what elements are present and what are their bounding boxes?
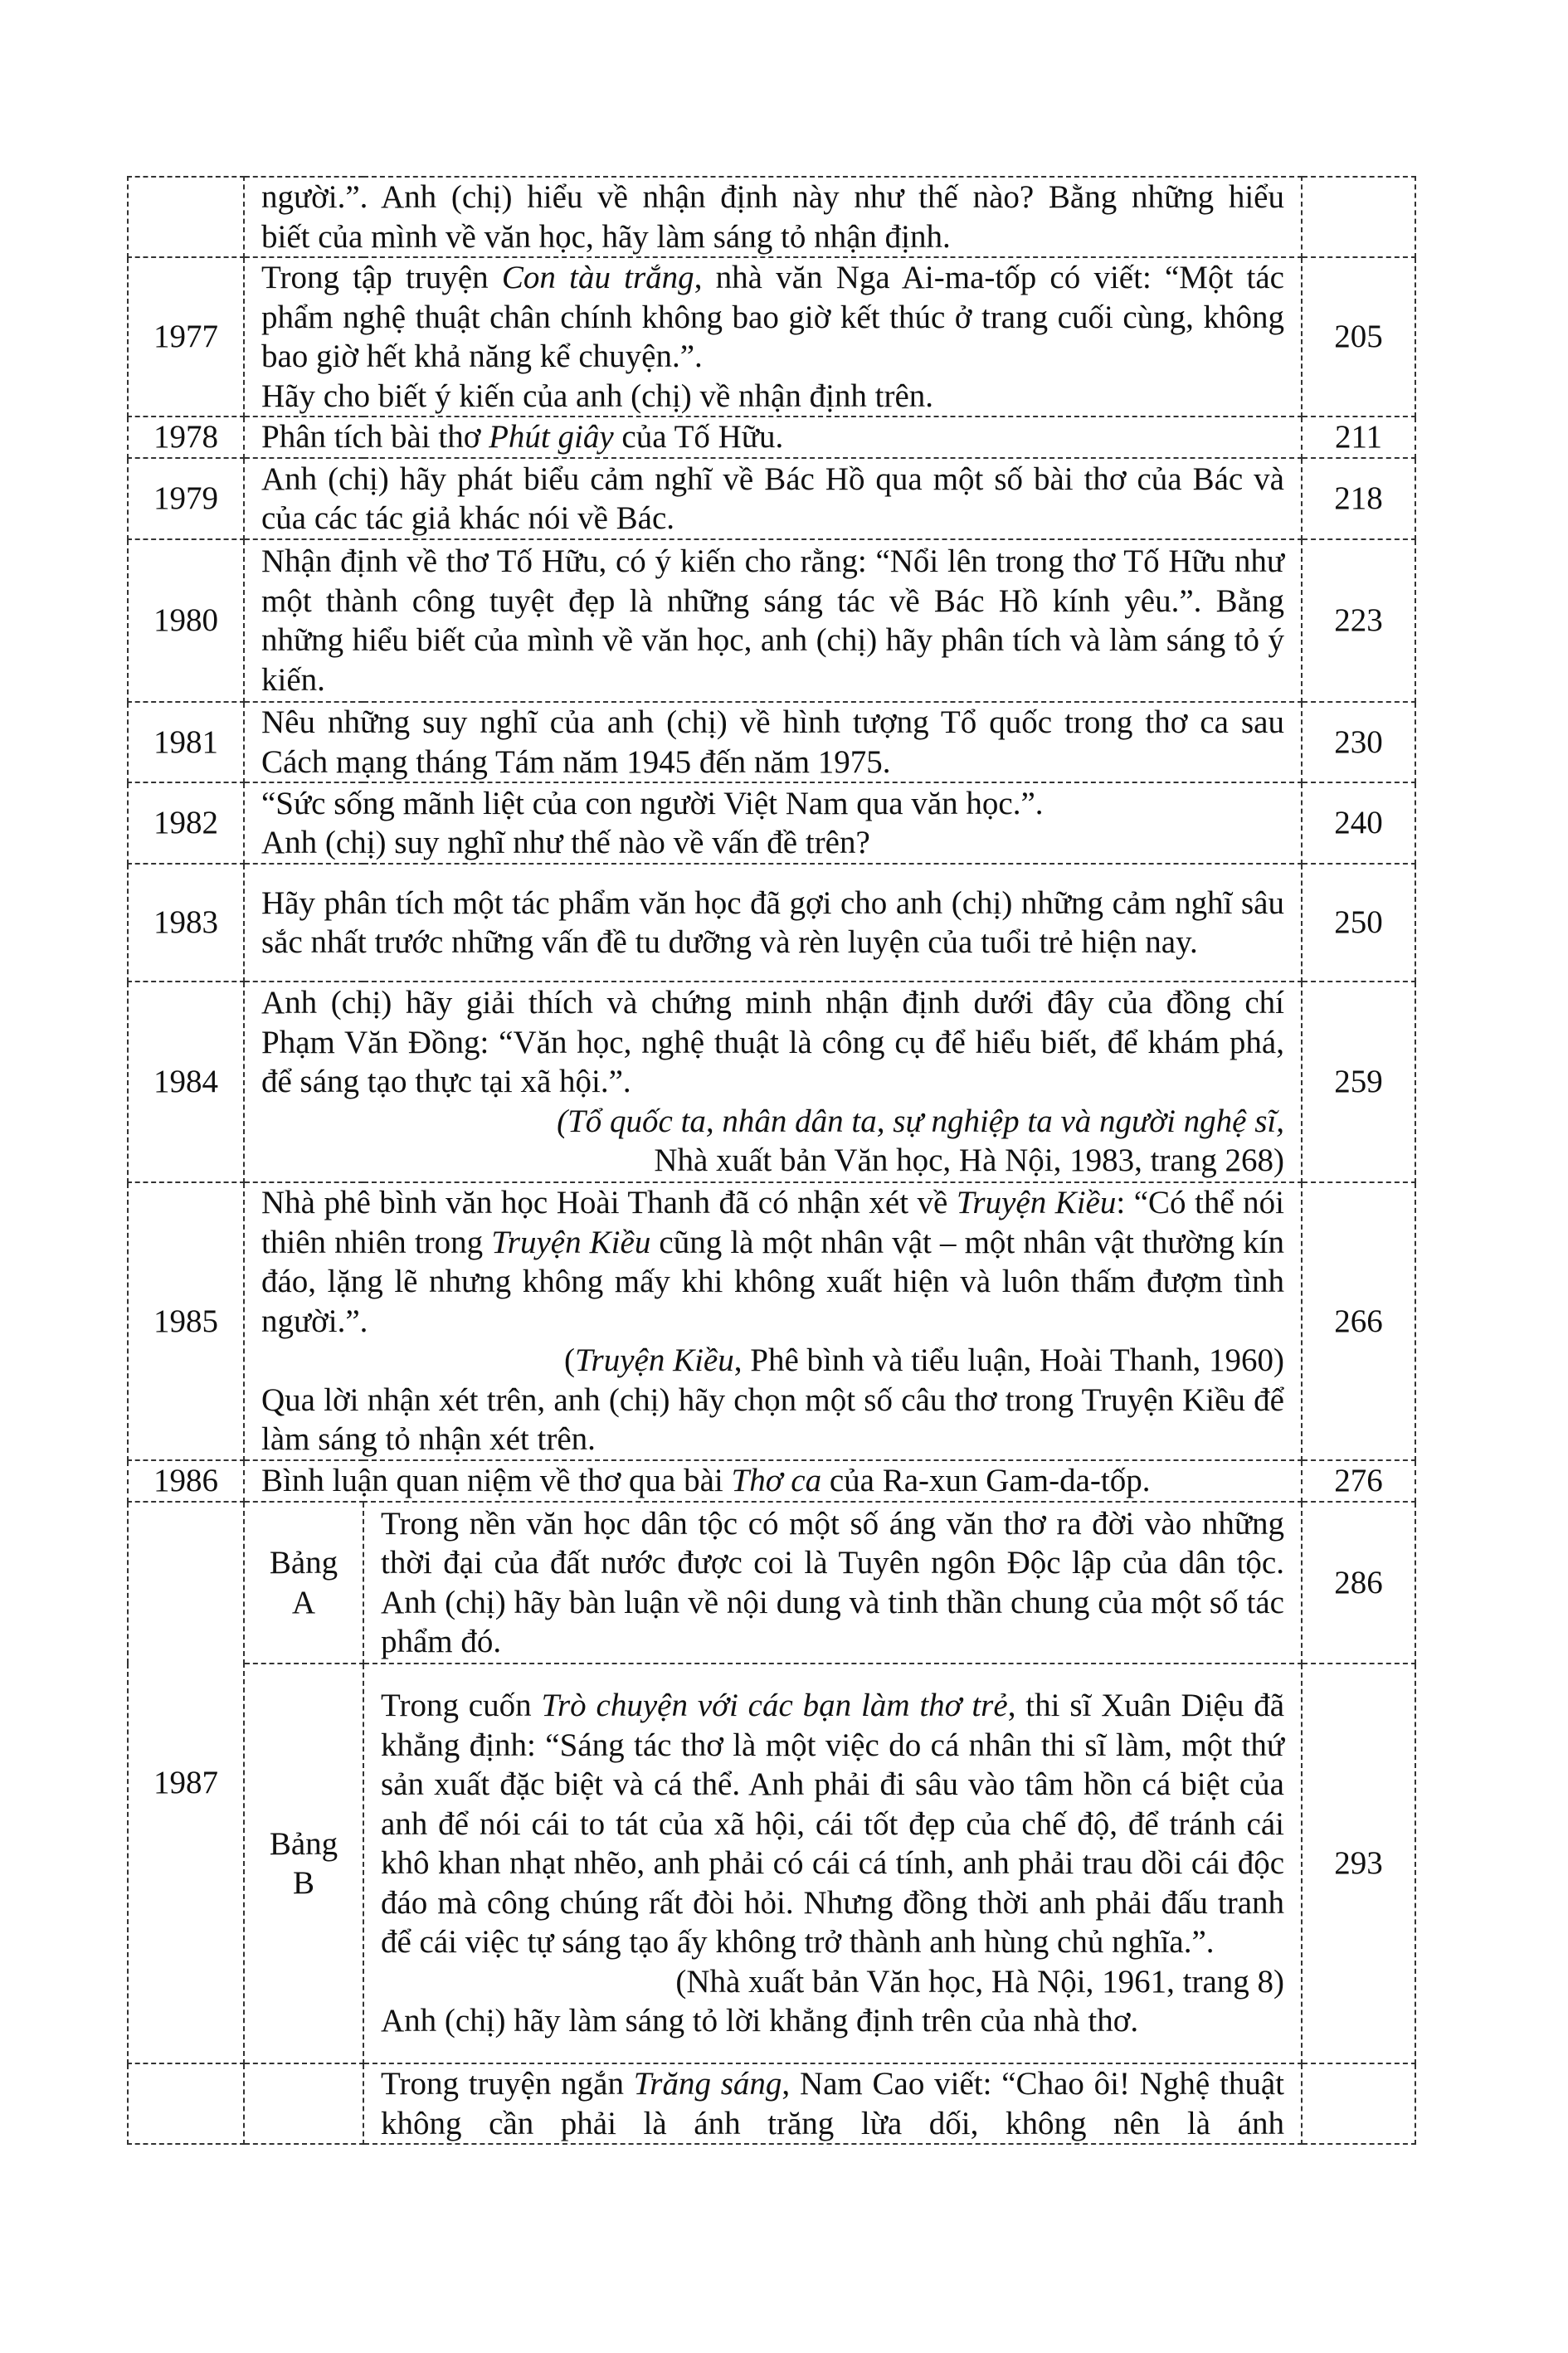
table-row	[128, 864, 1415, 982]
year-cell: 1983	[128, 864, 244, 982]
page-number-cell: 286	[1302, 1502, 1415, 1664]
table-row	[128, 1502, 1415, 1664]
page-number-cell: 211	[1302, 417, 1415, 458]
topic-cell: Trong tập truyện Con tàu trắng, nhà văn Nga Ai-ma-tốp có viết: “Một tác phẩm nghệ thuật chân chính không bao giờ kết thúc ở trang cuối cùng, không bao giờ hết khả năng kể chuyện.”. Hãy cho biết ý kiến của anh (chị) về nhận định trên.	[244, 257, 1302, 417]
page-number-cell	[1302, 2063, 1415, 2144]
sub-label-cell: Bảng A	[244, 1502, 363, 1664]
table-row	[128, 1182, 1415, 1460]
topic-cell: Nhà phê bình văn học Hoài Thanh đã có nhận xét về Truyện Kiều: “Có thể nói thiên nhiên trong Truyện Kiều cũng là một nhân vật – một nhân vật thường kín đáo, lặng lẽ nhưng không mấy khi không xuất hiện và luôn thấm đượm tình người.”. (Truyện Kiều, Phê bình và tiểu luận, Hoài Thanh, 1960) Qua lời nhận xét trên, anh (chị) hãy chọn một số câu thơ trong Truyện Kiều để làm sáng tỏ nhận xét trên.	[244, 1182, 1302, 1460]
year-cell: 1984	[128, 982, 244, 1182]
table-row	[128, 1460, 1415, 1502]
sub-label-cell	[244, 2063, 363, 2144]
topic-cell: Anh (chị) hãy giải thích và chứng minh nhận định dưới đây của đồng chí Phạm Văn Đồng: “Văn học, nghệ thuật là công cụ để hiểu biết, để khám phá, để sáng tạo thực tại xã hội.”. (Tổ quốc ta, nhân dân ta, sự nghiệp ta và người nghệ sĩ, Nhà xuất bản Văn học, Hà Nội, 1983, trang 268)	[244, 982, 1302, 1182]
topic-cell: Trong truyện ngắn Trăng sáng, Nam Cao viết: “Chao ôi! Nghệ thuật không cần phải là ánh trăng lừa dối, không nên là ánh	[363, 2063, 1302, 2144]
page-number-cell: 218	[1302, 458, 1415, 539]
year-cell: 1978	[128, 417, 244, 458]
sub-label-cell: Bảng B	[244, 1664, 363, 2063]
page-number-cell: 205	[1302, 257, 1415, 417]
year-cell: 1982	[128, 782, 244, 864]
page-number-cell	[1302, 177, 1415, 257]
topic-cell: Hãy phân tích một tác phẩm văn học đã gợi cho anh (chị) những cảm nghĩ sâu sắc nhất trước những vấn đề tu dưỡng và rèn luyện của tuổi trẻ hiện nay.	[244, 864, 1302, 982]
topic-cell: Nhận định về thơ Tố Hữu, có ý kiến cho rằng: “Nổi lên trong thơ Tố Hữu như một thành công tuyệt đẹp là những sáng tác về Bác Hồ kính yêu.”. Bằng những hiểu biết của mình về văn học, anh (chị) hãy phân tích và làm sáng tỏ ý kiến.	[244, 539, 1302, 702]
table-row	[128, 782, 1415, 864]
topic-cell: Nêu những suy nghĩ của anh (chị) về hình tượng Tổ quốc trong thơ ca sau Cách mạng tháng Tám năm 1945 đến năm 1975.	[244, 702, 1302, 782]
page-number-cell: 250	[1302, 864, 1415, 982]
page-number-cell: 266	[1302, 1182, 1415, 1460]
table-row	[128, 982, 1415, 1182]
year-cell: 1979	[128, 458, 244, 539]
table-row	[128, 702, 1415, 782]
year-cell: 1987	[128, 1502, 244, 2063]
topic-cell: Trong nền văn học dân tộc có một số áng văn thơ ra đời vào những thời đại của đất nước được coi là Tuyên ngôn Độc lập của dân tộc. Anh (chị) hãy bàn luận về nội dung và tinh thần chung của một số tác phẩm đó.	[363, 1502, 1302, 1664]
topic-cell: người.”. Anh (chị) hiểu về nhận định này như thế nào? Bằng những hiểu biết của mình về văn học, hãy làm sáng tỏ nhận định.	[244, 177, 1302, 257]
topic-cell: Phân tích bài thơ Phút giây của Tố Hữu.	[244, 417, 1302, 458]
page-number-cell: 259	[1302, 982, 1415, 1182]
document-page	[127, 176, 1415, 2145]
page-number-cell: 223	[1302, 539, 1415, 702]
year-cell: 1985	[128, 1182, 244, 1460]
table-row	[128, 539, 1415, 702]
page-number-cell: 240	[1302, 782, 1415, 864]
topic-cell: “Sức sống mãnh liệt của con người Việt Nam qua văn học.”. Anh (chị) suy nghĩ như thế nào về vấn đề trên?	[244, 782, 1302, 864]
year-cell: 1980	[128, 539, 244, 702]
exam-topics-table	[127, 176, 1416, 2145]
topic-cell: Bình luận quan niệm về thơ qua bài Thơ ca của Ra-xun Gam-da-tốp.	[244, 1460, 1302, 1502]
page-number-cell: 230	[1302, 702, 1415, 782]
year-cell: 1981	[128, 702, 244, 782]
table-row	[128, 177, 1415, 257]
page-number-cell: 276	[1302, 1460, 1415, 1502]
table-row	[128, 1664, 1415, 2063]
table-row	[128, 257, 1415, 417]
year-cell	[128, 2063, 244, 2144]
year-cell: 1986	[128, 1460, 244, 1502]
table-row	[128, 2063, 1415, 2144]
year-cell	[128, 177, 244, 257]
topic-cell: Trong cuốn Trò chuyện với các bạn làm thơ trẻ, thi sĩ Xuân Diệu đã khẳng định: “Sáng tác thơ là một việc do cá nhân thi sĩ làm, một thứ sản xuất đặc biệt và cá thể. Anh phải đi sâu vào tâm hồn cá biệt của anh để nói cái to tát của xã hội, cái tốt đẹp của chế độ, để tránh cái khô khan nhạt nhẽo, anh phải có cái cá tính, anh phải trau dồi cái độc đáo mà công chúng rất đòi hỏi. Nhưng đồng thời anh phải đấu tranh để cái việc tự sáng tạo ấy không trở thành anh hùng chủ nghĩa.”. (Nhà xuất bản Văn học, Hà Nội, 1961, trang 8) Anh (chị) hãy làm sáng tỏ lời khẳng định trên của nhà thơ.	[363, 1664, 1302, 2063]
topic-cell: Anh (chị) hãy phát biểu cảm nghĩ về Bác Hồ qua một số bài thơ của Bác và của các tác giả khác nói về Bác.	[244, 458, 1302, 539]
table-row	[128, 417, 1415, 458]
year-cell: 1977	[128, 257, 244, 417]
page-number-cell: 293	[1302, 1664, 1415, 2063]
table-row	[128, 458, 1415, 539]
